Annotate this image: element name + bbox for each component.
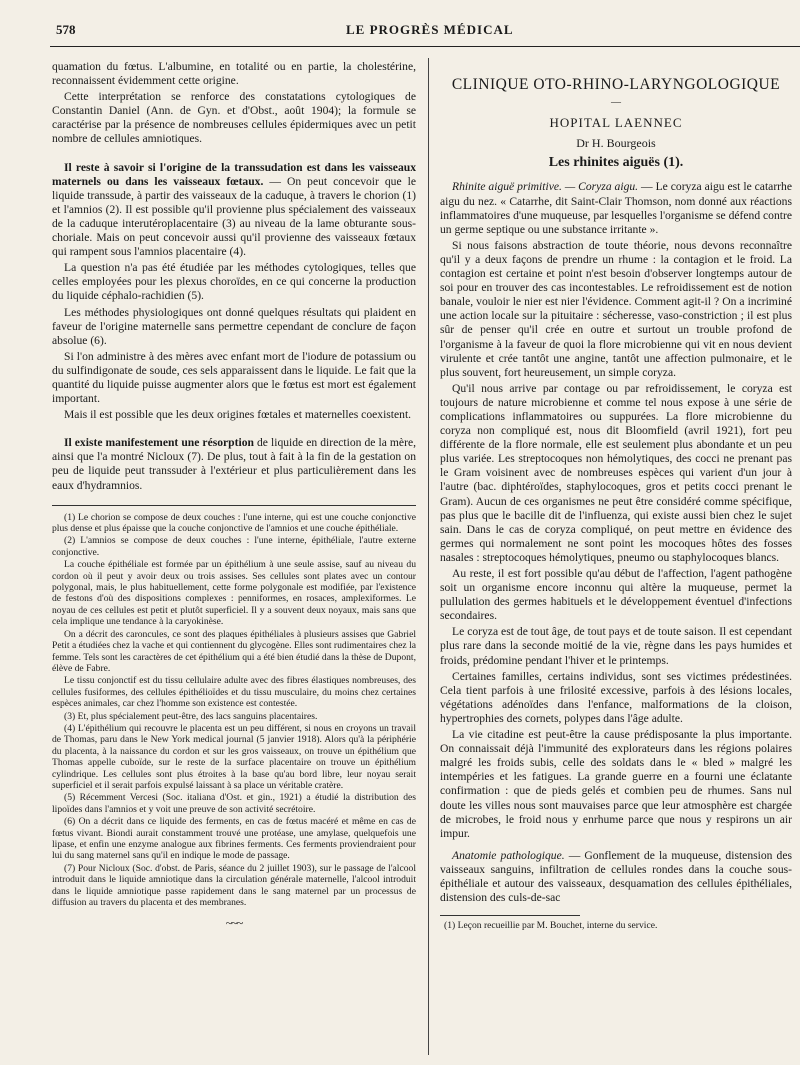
footnote: Le tissu conjonctif est du tissu cellulaire adulte avec des fibres élastiques nombreuses, des cellules fusiformes, des cellules épithélioïdes et du tissu musculaire, du moins chez certaines espèces animales, car chez l'homme son existence est contestée. [52,675,416,710]
left-column [52,60,416,931]
page-number: 578 [56,22,76,37]
title-dash: — [611,97,621,109]
footnote-rule [52,505,416,506]
footnote: (4) L'épithélium qui recouvre le placenta est un peu différent, si nous en croyons un travail de Thomas, paru dans le New York medical journal (5 janvier 1918). Alors qu'à la périphérie du placenta, à la naissance du cordon et sur les gros vaisseaux, on trouve un épithélium que Thomas appelle cuboïde, sur le reste de la surface placentaire on trouve un épithélium cylindrique. Les cellules sont plus étroites à la base qu'au bord libre, leur noyau serait superficiel et il serait parfois expulsé laissant à sa place un véritable cratère. [52,722,416,791]
section-body: de liquide en direction de la mère, ainsi que l'a montré Nicloux (7). De plus, tout à fait à la fin de la gestation on peu de liquide peut transsuder à l'extérieur et plus particulièrement dans les eaux d'hydramnios. [52,436,416,492]
end-ornament: ~~~ [225,916,243,931]
paragraph: Les méthodes physiologiques ont donné quelques résultats qui plaident en faveur de l'origine maternelle sans permettre cependant de conclure de façon absolue (6). [52,305,416,347]
footnote: (5) Récemment Vercesi (Soc. italiana d'Ost. et gin., 1921) a étudié la distribution des lipoïdes dans l'amnios et y voit une preuve de son activité secrétoire. [52,792,416,815]
section-body: — Le coryza aigu est le catarrhe aigu du nez. « Catarrhe, dit Saint-Clair Thomson, nom donné aux réactions inflammatoires d'une muqueuse, par lesquelles l'organisme se défend contre un germe septique ou une substance irritante ». [440,180,792,236]
clinic-title: CLINIQUE OTO-RHINO-LARYNGOLOGIQUE [451,76,781,93]
section-paragraph [440,180,792,236]
right-column [440,68,792,932]
paragraph: La question n'a pas été étudiée par les méthodes cytologiques, telles que celles employées pour les plexus choroïdes, en ce qui concerne la production du liquide céphalo-rachidien (5). [52,261,416,303]
page-header [56,22,790,44]
paragraph: Le coryza est de tout âge, de tout pays et de toute saison. Il est cependant plus rare dans la seconde moitié de la vie, règne dans les pays humides et froids, prédomine pendant l'hiver et le printemps. [440,625,792,667]
header-rule [50,46,800,47]
lecture-title: Les rhinites aiguës (1). [548,155,684,171]
section-heading: Il existe manifestement une résorption [64,436,254,450]
hospital-name: HOPITAL LAENNEC [549,115,683,131]
paragraph: Si l'on administre à des mères avec enfant mort de l'iodure de potassium ou du sulfindigonate de soude, ces sels apparaissent dans le liquide. Le fait que la quantité du liquide puisse augmenter alors que le fœtus est mort est également important. [52,349,416,406]
section-body: — On peut concevoir que le liquide transsude, à partir des vaisseaux de la caduque, à travers le chorion (1) et l'amnios (2). Il est possible qu'il provienne plus spécialement des vaisseaux de la caduque interutéroplacentaire (3) au niveau de la lame obturante sous-choriale. Mais on peut concevoir aussi qu'il provienne des vaisseaux fœtaux qui rampent sous l'amnios placentaire (4). [52,174,416,259]
paragraph: La vie citadine est peut-être la cause prédisposante la plus importante. On connaissait déjà l'immunité des explorateurs dans les régions polaires malgré les froids subis, celle des soldats dans le « bled » malgré les intempéries et les fatigues. La grande guerre en a fourni une éclatante confirmation : que de pieds gelés et combien peu de rhumes. Sans nul doute les villes nous sont mauvaises parce que leur atmosphère est chargée de microbes, le froid nous y enrhume parce que nous y respirons un air impur. [440,728,792,840]
footnote: On a décrit des caroncules, ce sont des plaques épithéliales à plusieurs assises que Gabriel Petit a étudiées chez la vache et qui contiennent du glycogène. Elles sont rudimentaires chez la femme. Tels sont les caractères de cet épithélium qui a été bien étudié dans la thèse de Dupont, élève de Fabre. [52,628,416,674]
footnote: (6) On a décrit dans ce liquide des ferments, en cas de fœtus macéré et même en cas de fœtus vivant. Biondi aurait constamment trouvé une protéase, une amylase, quelquefois une lipase, et enfin une enzyme analogue aux fibrines ferments. Ces ferments proviendraient pour lui du sang maternel sans qu'il en indique le mode de passage. [52,816,416,862]
paragraph: Certaines familles, certains individus, sont ses victimes prédestinées. Cela tient parfois à une frilosité excessive, parfois à des lésions locales, végétations adénoïdes dans l'enfance, malformations de la cloison, hypertrophies des cornets, polypes dans l'âge adulte. [440,669,792,725]
paragraph: Au reste, il est fort possible qu'au début de l'affection, l'agent pathogène soit un organisme encore inconnu qui altère la muqueuse, permet la pullulation des germes habituels et le développement éventuel d'infections secondaires. [440,567,792,623]
footnote: (3) Et, plus spécialement peut-être, des lacs sanguins placentaires. [64,710,318,722]
paragraph: Qu'il nous arrive par contage ou par refroidissement, le coryza est toujours de nature microbienne et comme tel nous expose à une série de complications inflammatoires ou suppurées. La flore microbienne du coryza non compliqué est, nous dit Bloomfield (avril 1921), fort peu différente de la flore normale, elle est seulement plus abondante et un peu plus variée. Les streptocoques non hémolytiques, des cocci ne prenant pas le Gram voisinent avec de nombreuses espèces qui varient d'un jour à l'autre (bac. diphtéroïdes, staphylocoques, gros et petits cocci prenant le Gram). Aucun de ces organismes ne peut être considéré comme spécifique, pas plus que le bacille dit de l'influenza, qui existe aussi bien chez le sujet sain. Dans le cas de coryza compliqué, on peut mettre en évidence des germes qui normalement ne sont point les mocoques hôtes des fosses nasales : streptocoques hémolytiques, pneumo ou staphylocoques blancs. [440,381,792,564]
section-heading: Il reste à savoir si l'origine de la transsudation est dans les vaisseaux maternels ou dans les vaisseaux fœtaux. [52,160,416,188]
paragraph: Si nous faisons abstraction de toute théorie, nous devons reconnaître qu'il y a deux façons de prendre un rhume : la contagion et le froid. La contagion est certaine et point n'est besoin d'observer longtemps autour de soi pour en trouver des cas incontestables. Le refroidissement est de notion banale, vouloir le nier est nier l'évidence. Comment agit-il ? On a incriminé une action locale sur la pituitaire : sécheresse, vaso-constriction ; il est plus sûr de penser qu'il crée en outre et surtout un trouble profond de l'organisme à la faveur de quoi la flore microbienne qui vit en nous devient virulente et crée tantôt une angine, tantôt une affection pulmonaire, et le plus souvent, fort heureusement, un simple coryza. [440,238,792,379]
section-paragraph [52,436,416,492]
section-body: — Gonflement de la muqueuse, distension des vaisseaux sanguins, infiltration de cellules rondes dans la couche sous-épithéliale et autour des vaisseaux, desquamation des cellules épithéliales, distension des culs-de-sac [440,848,792,905]
paragraph: Mais il est possible que les deux origines fœtales et maternelles coexistent. [64,408,412,422]
section-paragraph [52,161,416,260]
section-heading: Anatomie pathologique. [452,848,565,862]
paragraph: Cette interprétation se renforce des constatations cytologiques de Constantin Daniel (Ann. de Gyn. et d'Obst., août 1904); la formule se caractérise par la présence de nombreuses cellules épidermiques avec un petit nombre de cellules amniotiques. [52,90,416,146]
journal-title: LE PROGRÈS MÉDICAL [346,22,514,37]
footnote: La couche épithéliale est formée par un épithélium à une seule assise, sauf au niveau du cordon où il peut y avoir deux ou trois assises. Ses cellules sont plates avec un contour polygonal, mais, le plus habituellement, cette forme polygonale est modifiée, par l'existence de festons d'où des dispositions complexes : penniformes, en rosaces, amplexiformes. Le noyau de ces cellules est petit et plutôt superficiel. Il y a souvent deux noyaux, mais sans que cela implique une tendance à la caryokinèse. [52,559,416,628]
footnote: (2) L'amnios se compose de deux couches : l'une interne, épithéliale, l'autre externe conjonctive. [52,535,416,558]
footnote: (7) Pour Nicloux (Soc. d'obst. de Paris, séance du 2 juillet 1903), sur le passage de l'alcool introduit dans le liquide amniotique dans la circulation générale maternelle, l'alcool introduit dans le liquide amniotique passe rapidement dans le sang maternel par un processus de diffusion au travers du placenta et des membranes. [52,862,416,909]
column-divider [428,58,429,1055]
section-heading: Rhinite aiguë primitive. — Coryza aigu. [452,180,639,194]
footnote: (1) Le chorion se compose de deux couches : l'une interne, qui est une couche conjonctive plus dense et plus épaisse que la couche conjonctive de l'amnios et une couche épithéliale. [52,511,416,535]
paragraph: quamation du fœtus. L'albumine, en totalité ou en partie, la cholestérine, reconnaissent évidemment cette origine. [52,60,416,88]
footnote-rule [440,915,580,916]
author: Dr H. Bourgeois [576,136,656,151]
section-paragraph [440,849,792,905]
footnote: (1) Leçon recueillie par M. Bouchet, interne du service. [444,920,658,932]
footnotes [52,512,416,909]
